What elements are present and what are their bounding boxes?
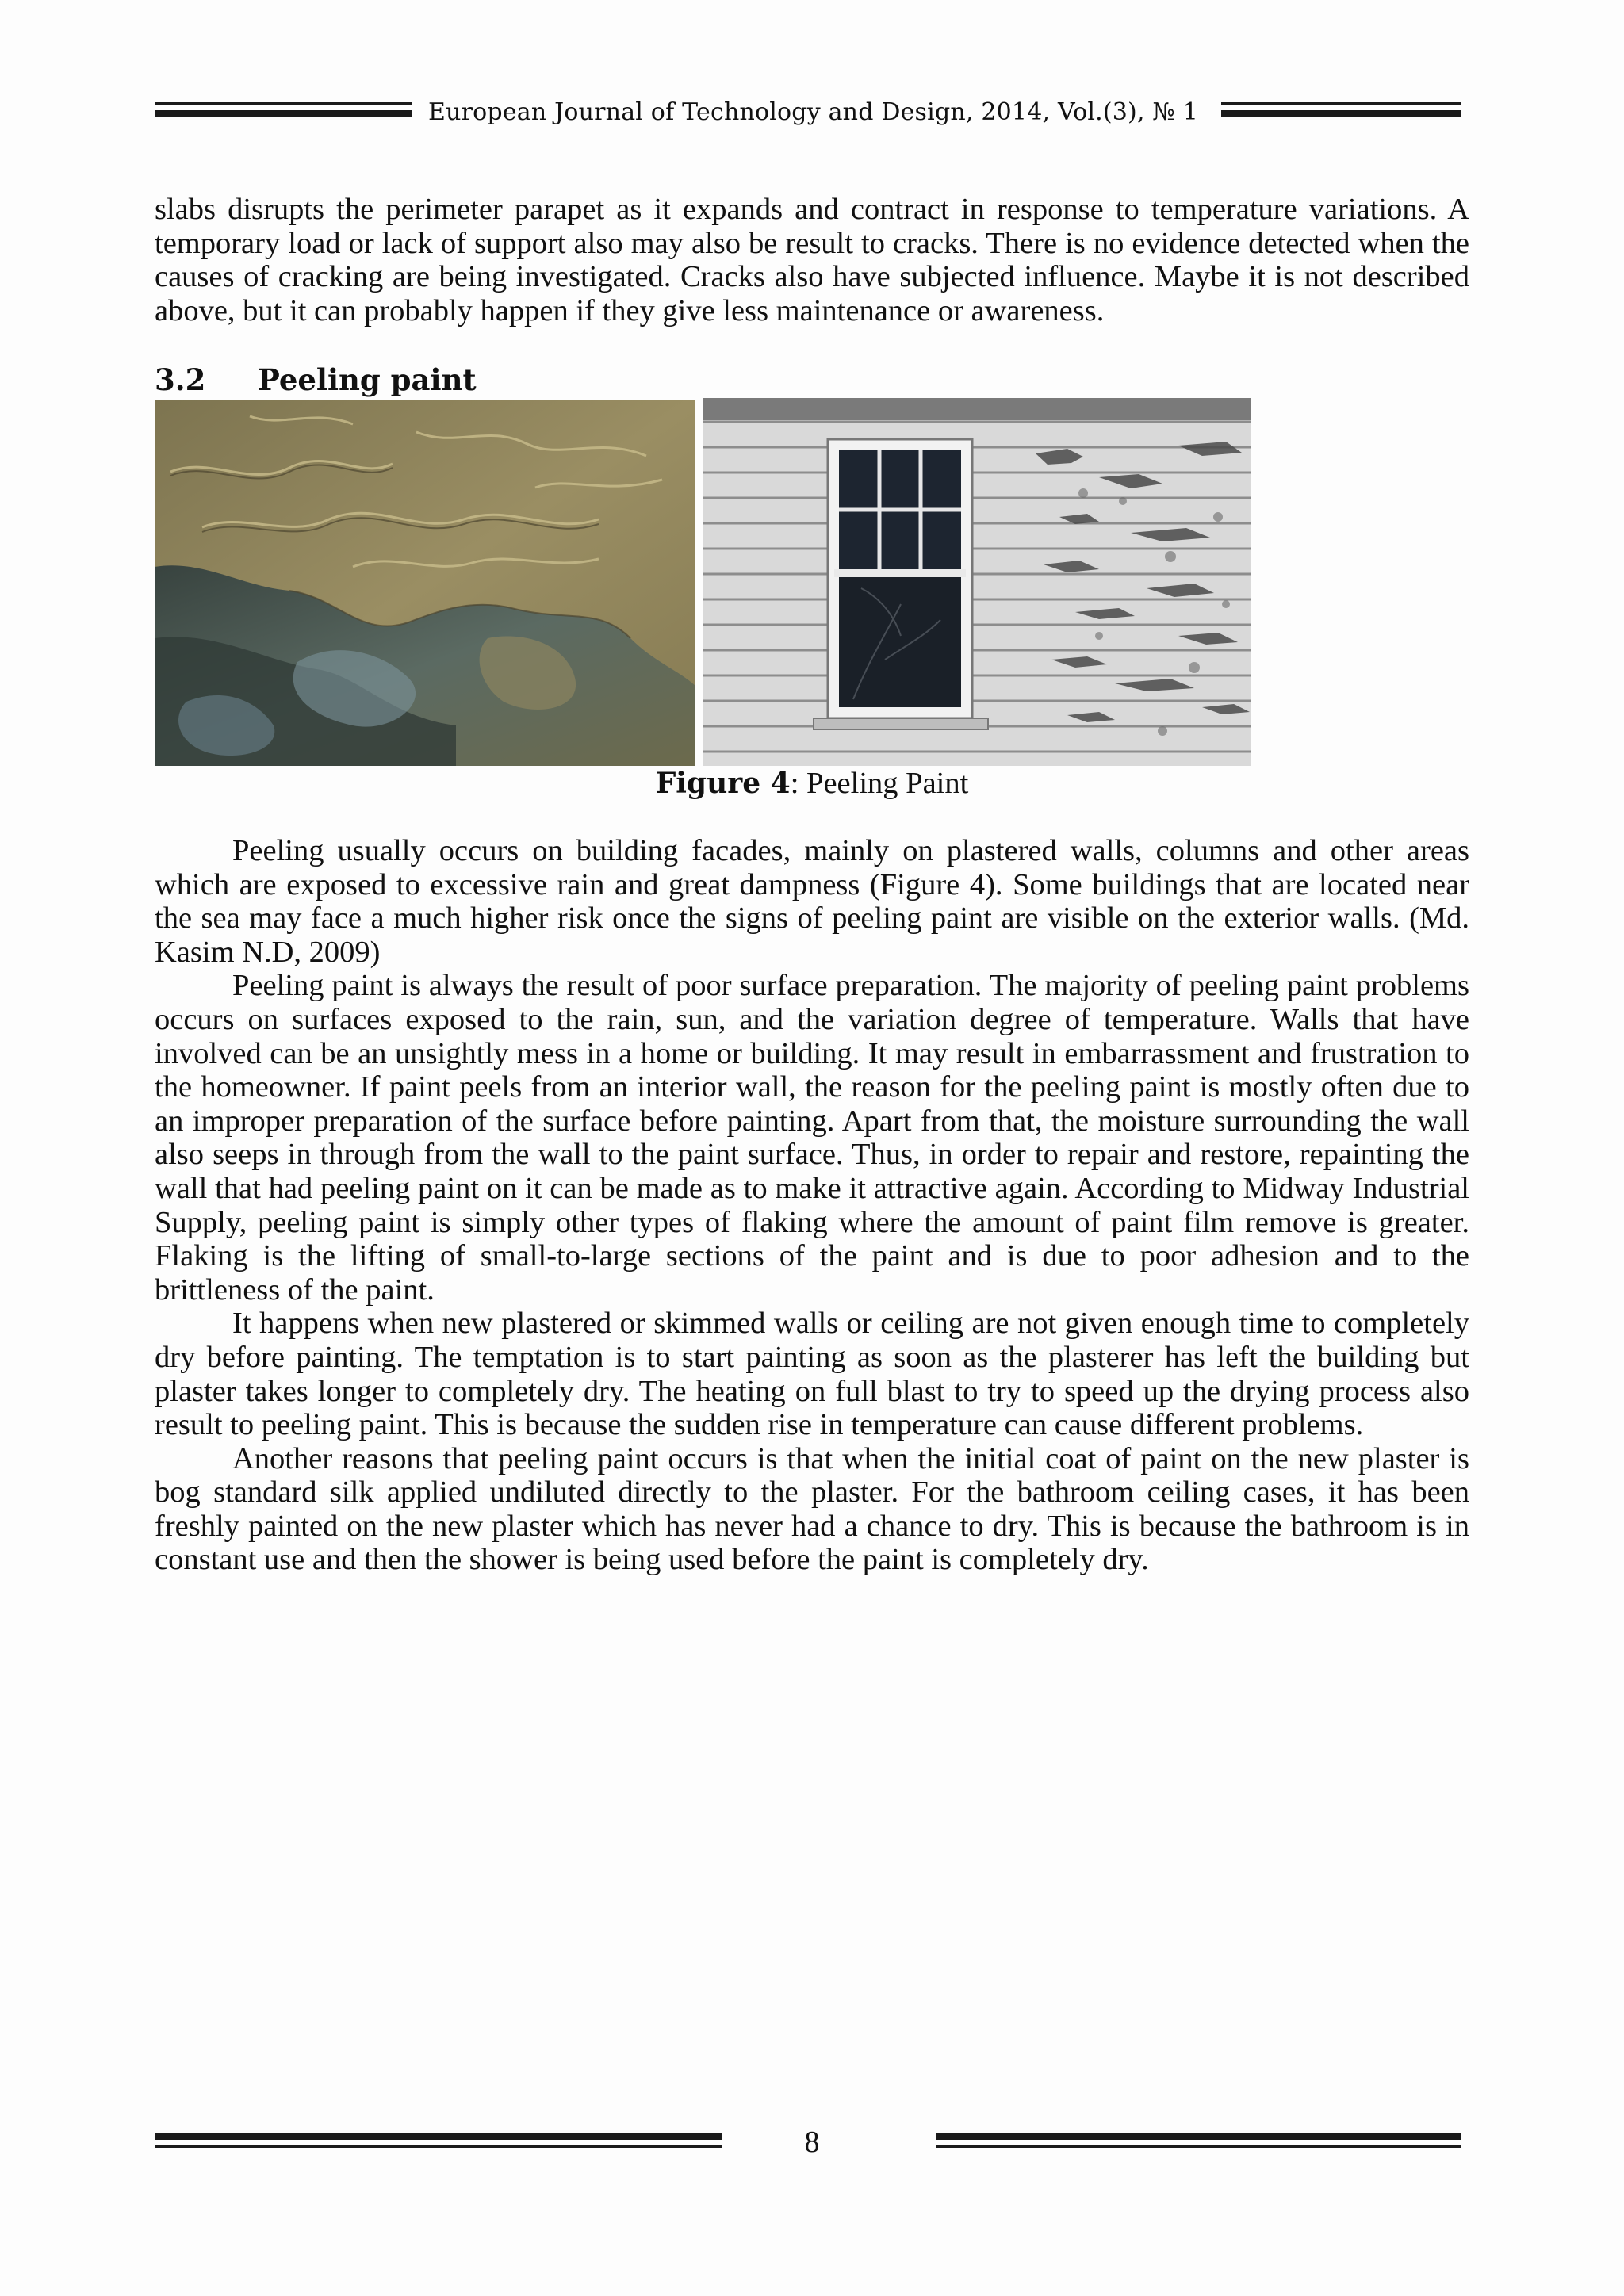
figure-caption-text: : Peeling Paint — [790, 767, 969, 800]
peeling-plaster-photo — [155, 400, 695, 766]
journal-header: European Journal of Technology and Design, 2014, Vol.(3), № 1 — [428, 98, 1199, 126]
header-rule-left — [155, 102, 412, 122]
paragraph-continued: slabs disrupts the perimeter parapet as it expands and contract in response to temperature variations. A temporary load or lack of support also may also be result to cracks. There is no evidence detected when the causes of cracking are being investigated. Cracks also have subjected influence. Maybe it is not described above, but it can probably happen if they give less maintenance or awareness. — [155, 193, 1469, 327]
figure-label: Figure 4 — [655, 767, 791, 800]
paragraph: It happens when new plastered or skimmed walls or ceiling are not given enough time to completely dry before painting. The temptation is to start painting as soon as the plasterer has left the building but plaster takes longer to completely dry. The heating on full blast to try to speed up the drying process also result to peeling paint. This is because the sudden rise in temperature can cause different problems. — [155, 1307, 1469, 1442]
paragraph: Peeling paint is always the result of poor surface preparation. The majority of peeling paint problems occurs on surfaces exposed to the rain, sun, and the variation degree of temperature. Walls that have involved can be an unsightly mess in a home or building. It may result in embarrassment and frustration to the homeowner. If paint peels from an interior wall, the reason for the peeling paint is mostly often due to an improper preparation of the surface before painting. Apart from that, the moisture surrounding the wall also seeps in through from the wall to the paint surface. Thus, in order to repair and restore, repainting the wall that had peeling paint on it can be made as to make it attractive again. According to Midway Industrial Supply, peeling paint is simply other types of flaking where the amount of paint film remove is greater. Flaking is the lifting of small-to-large sections of the paint and is due to poor adhesion and to the brittleness of the paint. — [155, 969, 1469, 1307]
figure-caption — [0, 765, 1624, 802]
page-number: 8 — [804, 2126, 820, 2159]
footer-rule-left — [155, 2133, 722, 2150]
body-main — [155, 834, 1469, 1577]
section-number: 3.2 — [155, 362, 206, 397]
paragraph: Peeling usually occurs on building facades, mainly on plastered walls, columns and other areas which are exposed to excessive rain and great dampness (Figure 4). Some buildings that are located near the sea may face a much higher risk once the signs of peeling paint are visible on the exterior walls. (Md. Kasim N.D, 2009) — [155, 834, 1469, 969]
section-title: Peeling paint — [258, 362, 477, 397]
section-heading — [155, 363, 477, 396]
header-rule-right — [1221, 102, 1461, 122]
body-top — [155, 193, 1469, 327]
paragraph: Another reasons that peeling paint occurs is that when the initial coat of paint on the new plaster is bog standard silk applied undiluted directly to the plaster. For the bathroom ceiling cases, it has been freshly painted on the new plaster which has never had a chance to dry. This is because the bathroom is in constant use and then the shower is being used before the paint is completely dry. — [155, 1441, 1469, 1577]
peeling-clapboard-window-photo — [703, 398, 1251, 766]
footer-rule-right — [936, 2133, 1461, 2150]
